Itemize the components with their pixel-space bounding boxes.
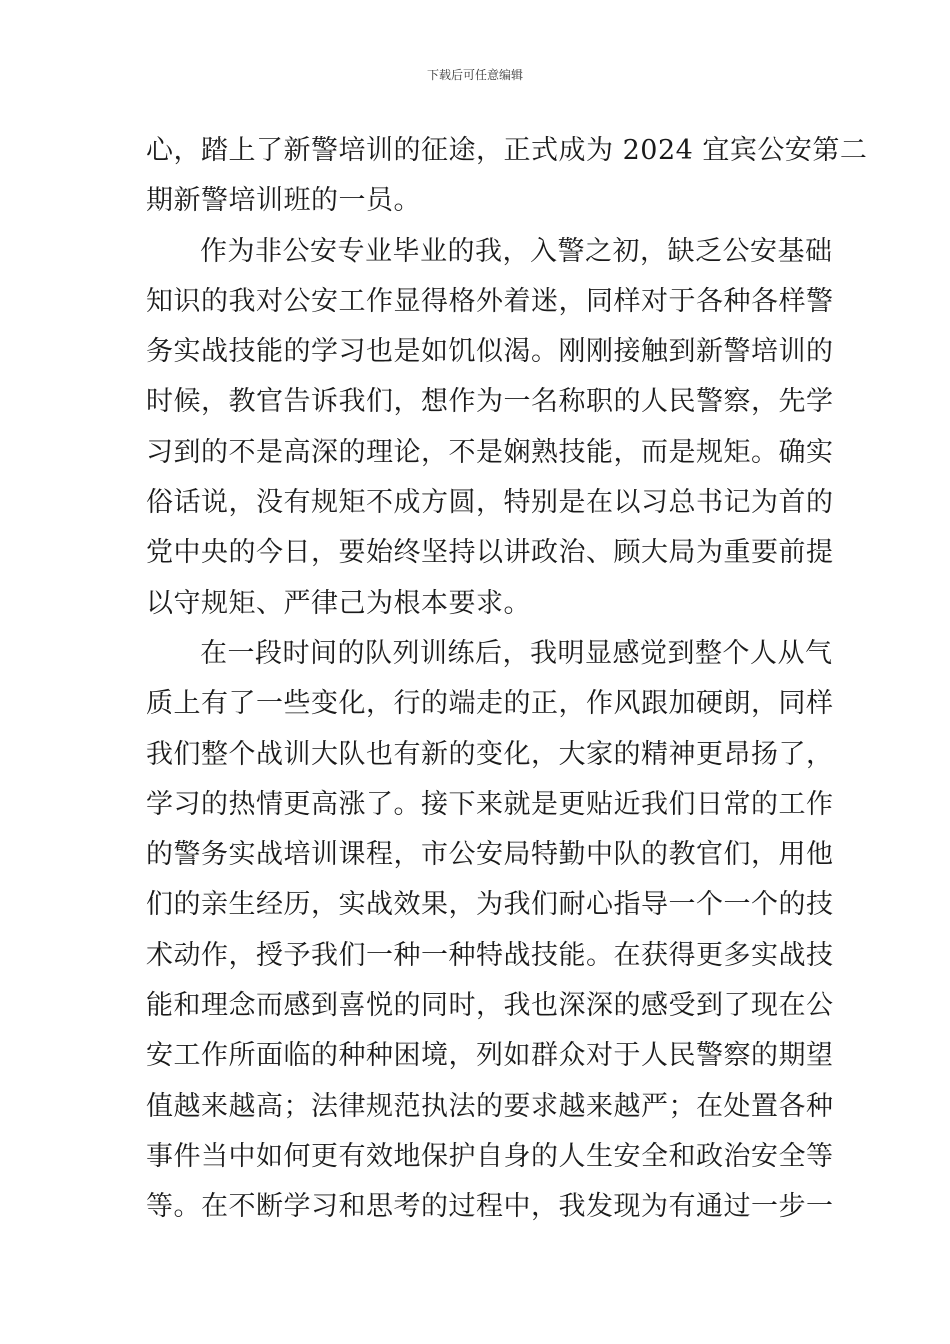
text-line: 党中央的今日，要始终坚持以讲政治、顾大局为重要前提 [146, 537, 834, 569]
text-line: 质上有了一些变化，行的端走的正，作风跟加硬朗，同样 [146, 688, 834, 720]
text-line: 安工作所面临的种种困境，列如群众对于人民警察的期望 [146, 1040, 834, 1072]
text-line: 等。在不断学习和思考的过程中，我发现为有通过一步一 [146, 1191, 834, 1223]
text-line: 我们整个战训大队也有新的变化，大家的精神更昂扬了， [146, 738, 834, 770]
text-line: 习到的不是高深的理论，不是娴熟技能，而是规矩。确实 [146, 436, 834, 468]
text-line: 事件当中如何更有效地保护自身的人生安全和政治安全等 [146, 1140, 834, 1172]
text-line: 务实战技能的学习也是如饥似渴。刚刚接触到新警培训的 [146, 336, 834, 368]
header-note: 下载后可任意编辑 [426, 68, 523, 82]
text-line: 术动作，授予我们一种一种特战技能。在获得更多实战技 [146, 939, 834, 971]
text-line: 作为非公安专业毕业的我，入警之初，缺乏公安基础 [200, 235, 833, 267]
text-line: 时候，教官告诉我们，想作为一名称职的人民警察，先学 [146, 386, 834, 418]
text-line: 心，踏上了新警培训的征途，正式成为 2024 宜宾公安第二 [146, 135, 868, 166]
text-line: 能和理念而感到喜悦的同时，我也深深的感受到了现在公 [146, 990, 834, 1022]
text-line: 以守规矩、严律己为根本要求。 [146, 587, 531, 619]
text-line: 期新警培训班的一员。 [146, 185, 421, 217]
text-line: 在一段时间的队列训练后，我明显感觉到整个人从气 [200, 637, 833, 669]
document-body [146, 126, 868, 1233]
text-line: 学习的热情更高涨了。接下来就是更贴近我们日常的工作 [146, 788, 834, 820]
text-line: 的警务实战培训课程，市公安局特勤中队的教官们，用他 [146, 839, 834, 871]
text-line: 们的亲生经历，实战效果，为我们耐心指导一个一个的技 [146, 889, 834, 921]
text-line: 俗话说，没有规矩不成方圆，特别是在以习总书记为首的 [146, 487, 834, 519]
text-line: 值越来越高；法律规范执法的要求越来越严；在处置各种 [146, 1090, 834, 1122]
text-line: 知识的我对公安工作显得格外着迷，同样对于各种各样警 [146, 285, 834, 317]
